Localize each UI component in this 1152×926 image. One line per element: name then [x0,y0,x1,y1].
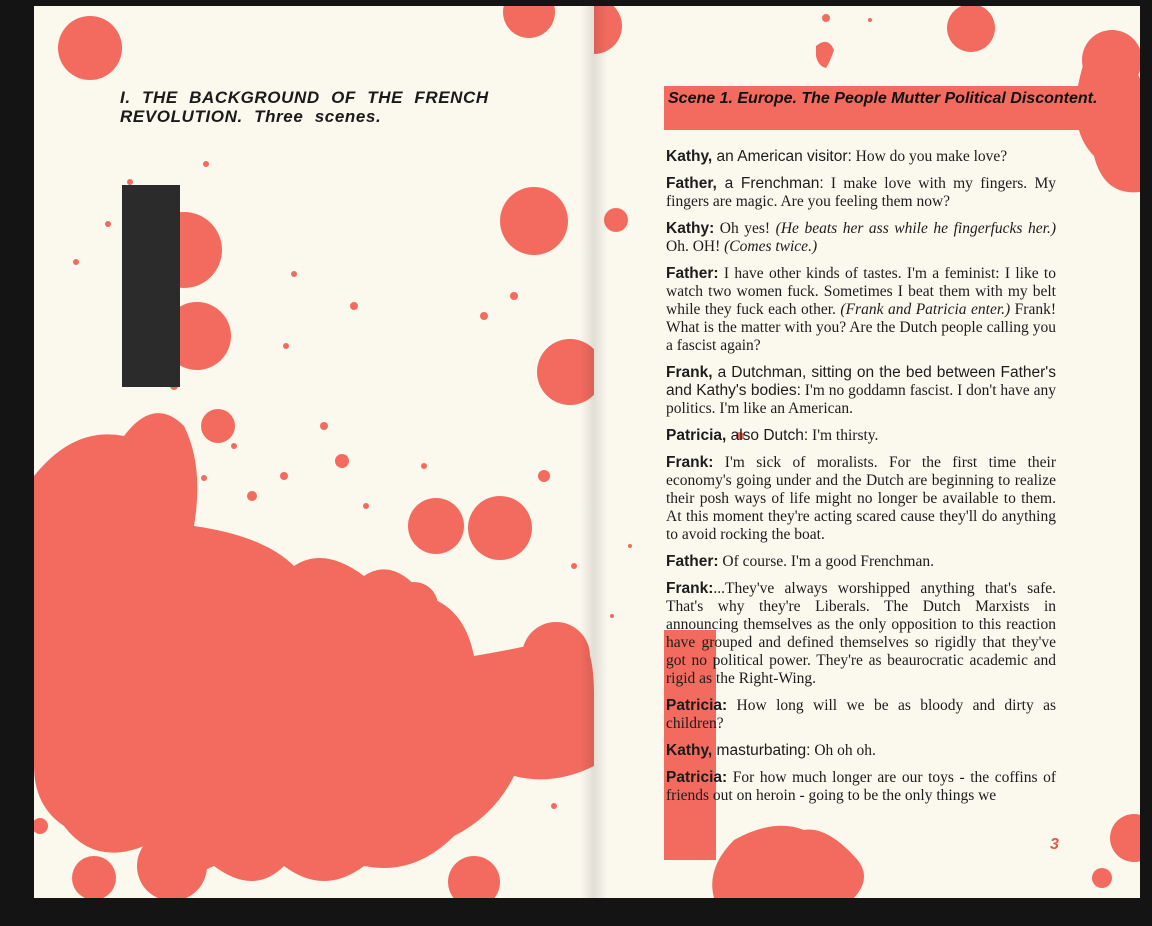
speaker-description: a Frenchman: [716,175,824,192]
speaker-name: Patricia: [666,769,728,786]
dialogue-line [666,553,1056,571]
dialogue-text: How do you make love? [851,148,1008,165]
dialogue-line [666,769,1056,805]
dialogue-line [666,265,1056,355]
speaker-description: masturbating: [712,742,811,759]
stage-direction: (He beats her ass while he fingerfucks her.) [775,220,1056,237]
section-heading: I. THE BACKGROUND OF THE FRENCH REVOLUTION. Three scenes. [120,88,489,126]
dialogue-line [666,742,1056,760]
left-splatter-art [34,6,594,898]
speaker-name: Kathy, [666,742,713,759]
dialogue-line [666,427,1056,445]
dialogue-text: I have other kinds of tastes. I'm a feminist: I like to watch two women fuck. Sometimes I beat them with my belt while they fuck each other. [666,265,1056,318]
dialogue-text: Of course. I'm a good Frenchman. [718,553,934,570]
dialogue-line [666,364,1056,418]
speaker-name: Father: [666,553,719,570]
play-script [666,148,1056,814]
dialogue-text: How long will we be as bloody and dirty as children? [666,697,1056,732]
stage-direction: (Comes twice.) [724,238,818,255]
dialogue-text: I'm no goddamn fascist. I don't have any politics. I'm like an American. [666,382,1056,417]
dialogue-line [666,148,1056,166]
dialogue-text: I make love with my fingers. My fingers are magic. Are you feeling them now? [666,175,1056,210]
speaker-name: Patricia: [666,697,728,714]
dialogue-line [666,580,1056,688]
dialogue-text: Oh. OH! [666,238,725,255]
speaker-name: Frank, [666,364,713,381]
speaker-description: an American visitor: [712,148,852,165]
stage-direction: (Frank and Patricia enter.) [840,301,1011,318]
left-page [34,6,594,898]
speaker-description: a Dutchman, sitting on the bed between Father's and Kathy's bodies: [666,364,1056,399]
dialogue-line [666,454,1056,544]
dialogue-line [666,697,1056,733]
right-page [594,6,1140,898]
scene-heading: Scene 1. Europe. The People Mutter Political Discontent. [664,86,1140,130]
dialogue-text: For how much longer are our toys - the coffins of friends out on heroin - going to be the only things we [666,769,1056,804]
dialogue-line [666,220,1056,256]
speaker-name: Frank: [666,580,714,597]
speaker-name: Father, [666,175,717,192]
speaker-name: Frank: [666,454,714,471]
dialogue-line [666,175,1056,211]
dialogue-text: I'm sick of moralists. For the first time their economy's going under and the Dutch are beginning to realize their posh ways of life might no longer be available to them. At this moment they're acting scared cause they'll do anything to avoid rocking the boat. [666,454,1056,543]
speaker-name: Kathy: [666,220,715,237]
dialogue-text: I'm thirsty. [808,427,879,444]
page-number: 3 [1050,836,1059,853]
speaker-name: Kathy, [666,148,713,165]
dialogue-text: ...They've always worshipped anything that's safe. That's why they're Liberals. The Dutch Marxists in announcing themselves as the only opposition to this reaction have grouped and defined themselves so rigidly that they've got no political power. They're as beaurocratic academic and rigid as the Right-Wing. [666,580,1056,687]
censor-bar [122,185,180,387]
speaker-name: Patricia, [666,427,727,444]
speaker-name: Father: [666,265,719,282]
dialogue-text: Oh yes! [714,220,776,237]
dialogue-text: Frank! What is the matter with you? Are the Dutch people calling you a fascist again? [666,301,1057,354]
speaker-description: also Dutch: [726,427,809,444]
dialogue-text: Oh oh oh. [810,742,876,759]
